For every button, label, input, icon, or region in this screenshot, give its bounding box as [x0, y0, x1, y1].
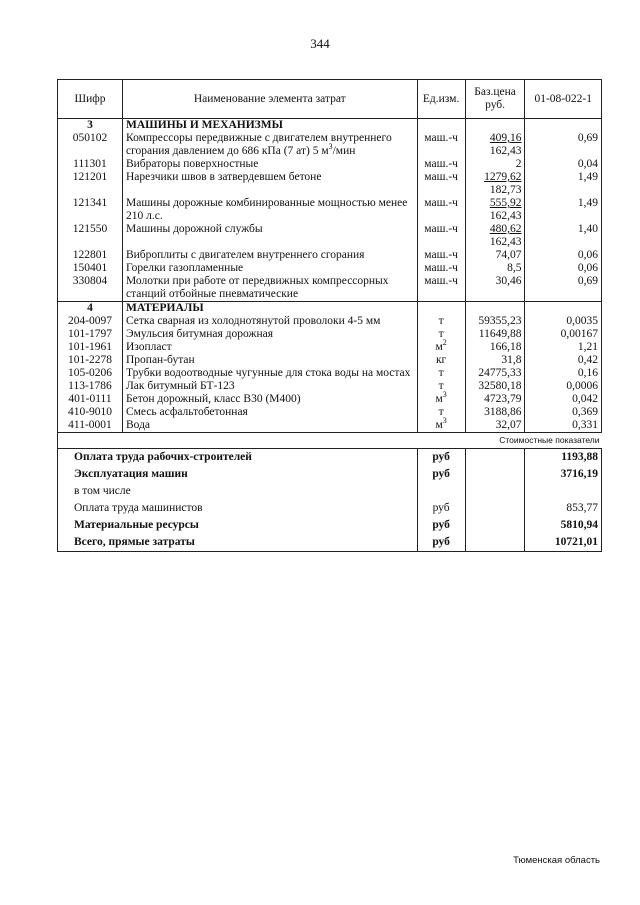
- row-price-value: 32,07: [495, 419, 522, 431]
- row-unit-text: маш.-ч: [424, 249, 458, 261]
- header-norm: 01-08-022-1: [525, 80, 602, 119]
- row-value: 0,69: [525, 132, 602, 158]
- row-name-text: Бетон дорожный, класс В30 (М400): [125, 393, 301, 405]
- header-unit: Ед.изм.: [417, 80, 465, 119]
- row-unit: [417, 380, 465, 393]
- summary-unit: [417, 483, 465, 500]
- cost-indicators-label: Стоимостные показатели: [465, 433, 601, 449]
- row-name: [122, 275, 417, 302]
- row-unit-text: т: [438, 328, 444, 340]
- row-name: [122, 354, 417, 367]
- summary-row: [58, 500, 602, 517]
- row-value: 0,42: [525, 354, 602, 367]
- row-unit-text: маш.-ч: [424, 197, 458, 209]
- row-price-value: 555,92: [489, 197, 522, 209]
- empty-cell: [122, 433, 417, 449]
- summary-label: в том числе: [58, 483, 418, 500]
- row-price-secondary: 162,43: [489, 145, 522, 157]
- table-row: [58, 380, 602, 393]
- row-price-value: 24775,33: [478, 367, 522, 379]
- empty-cell: [465, 302, 525, 316]
- empty-cell: [465, 466, 525, 483]
- empty-cell: [417, 302, 465, 316]
- row-code: 111301: [58, 158, 123, 171]
- table-row: [58, 171, 602, 197]
- summary-label: Материальные ресурсы: [58, 517, 418, 534]
- row-unit-sup: 3: [442, 416, 447, 426]
- row-price-secondary: 162,43: [489, 236, 522, 248]
- row-unit: [417, 367, 465, 380]
- summary-label: Оплата труда машинистов: [58, 500, 418, 517]
- row-unit-text: маш.-ч: [424, 132, 458, 144]
- row-name-text: Молотки при работе от передвижных компрессорных станций отбойные пневматические: [125, 275, 389, 300]
- row-price-value: 480,62: [489, 223, 522, 235]
- row-code: 122801: [58, 249, 123, 262]
- table-row: [58, 354, 602, 367]
- row-price-value: 32580,18: [478, 380, 522, 392]
- row-name: [122, 171, 417, 197]
- cost-indicators-row: [58, 433, 602, 449]
- summary-row: [58, 517, 602, 534]
- row-unit-text: т: [438, 315, 444, 327]
- row-name-text: Эмульсия битумная дорожная: [125, 328, 273, 340]
- row-price: [465, 223, 525, 249]
- row-value: 0,0035: [525, 315, 602, 328]
- row-price-value: 74,07: [495, 249, 522, 261]
- row-unit-text: м: [435, 341, 443, 353]
- summary-value: 10721,01: [525, 534, 602, 552]
- row-price: [465, 315, 525, 328]
- row-code: 204-0097: [58, 315, 123, 328]
- row-unit-text: т: [438, 367, 444, 379]
- row-price: [465, 262, 525, 275]
- row-unit-text: маш.-ч: [424, 223, 458, 235]
- row-unit-text: т: [438, 406, 444, 418]
- header-code: Шифр: [58, 80, 123, 119]
- row-price-value: 11649,88: [478, 328, 522, 340]
- row-name-text: Вибраторы поверхностные: [125, 158, 259, 170]
- row-code: 101-1961: [58, 341, 123, 354]
- row-name-text: Машины дорожные комбинированные мощностью менее 210 л.с.: [125, 197, 408, 222]
- table-row: [58, 393, 602, 406]
- section-header-row: [58, 119, 602, 133]
- row-price-value: 8,5: [507, 262, 522, 274]
- row-code: 113-1786: [58, 380, 123, 393]
- table-row: [58, 419, 602, 433]
- summary-label: Оплата труда рабочих-строителей: [58, 449, 418, 467]
- row-unit-text: м: [435, 393, 443, 405]
- page-number: 344: [310, 36, 330, 51]
- table-row: [58, 315, 602, 328]
- empty-cell: [417, 119, 465, 133]
- row-code: 150401: [58, 262, 123, 275]
- table-row: [58, 328, 602, 341]
- row-price: [465, 367, 525, 380]
- section-title: МАШИНЫ И МЕХАНИЗМЫ: [122, 119, 417, 133]
- summary-unit: руб: [417, 534, 465, 552]
- row-price-value: 30,46: [495, 275, 522, 287]
- row-price-value: 409,16: [489, 132, 522, 144]
- row-value: 1,21: [525, 341, 602, 354]
- row-price: [465, 158, 525, 171]
- row-name: [122, 419, 417, 433]
- row-value: 0,042: [525, 393, 602, 406]
- row-price: [465, 132, 525, 158]
- row-price-secondary: 162,43: [489, 210, 522, 222]
- empty-cell: [525, 302, 602, 316]
- row-price: [465, 249, 525, 262]
- row-unit-text: маш.-ч: [424, 275, 458, 287]
- row-name: [122, 262, 417, 275]
- row-unit: [417, 338, 465, 354]
- row-value: 0,16: [525, 367, 602, 380]
- table-row: [58, 223, 602, 249]
- summary-row: [58, 449, 602, 467]
- row-name: [122, 223, 417, 249]
- row-unit: [417, 197, 465, 223]
- row-price-value: 4723,79: [484, 393, 522, 405]
- section-number: 4: [58, 302, 123, 316]
- row-unit-text: кг: [435, 354, 447, 366]
- row-price-value: 2: [515, 158, 522, 170]
- row-value: 0,69: [525, 275, 602, 302]
- row-name-text: Лак битумный БТ-123: [125, 380, 235, 392]
- row-value: 0,06: [525, 249, 602, 262]
- row-code: 410-9010: [58, 406, 123, 419]
- row-unit-text: маш.-ч: [424, 158, 458, 170]
- row-price: [465, 171, 525, 197]
- row-unit-text: маш.-ч: [424, 171, 458, 183]
- empty-cell: [58, 433, 123, 449]
- empty-cell: [465, 500, 525, 517]
- row-name: [122, 406, 417, 419]
- row-unit: [417, 158, 465, 171]
- row-code: 101-1797: [58, 328, 123, 341]
- row-value: 0,0006: [525, 380, 602, 393]
- row-value: 1,49: [525, 171, 602, 197]
- empty-cell: [465, 517, 525, 534]
- row-name-text: Трубки водоотводные чугунные для стока воды на мостах: [125, 367, 411, 379]
- empty-cell: [465, 449, 525, 467]
- row-price-value: 1279,62: [484, 171, 522, 183]
- summary-unit: руб: [417, 466, 465, 483]
- row-value: 0,369: [525, 406, 602, 419]
- row-unit: [417, 171, 465, 197]
- footer-region: Тюменская область: [513, 855, 600, 866]
- row-unit-text: м: [435, 419, 443, 431]
- row-price: [465, 393, 525, 406]
- row-name-text: Сетка сварная из холоднотянутой проволоки 4-5 мм: [125, 315, 381, 327]
- row-price: [465, 406, 525, 419]
- row-name-text: Смесь асфальтобетонная: [125, 406, 248, 418]
- row-unit-sup: 2: [442, 338, 447, 348]
- table-row: [58, 275, 602, 302]
- row-price-value: 31,8: [501, 354, 522, 366]
- row-name: [122, 158, 417, 171]
- row-code: 050102: [58, 132, 123, 158]
- row-code: 330804: [58, 275, 123, 302]
- row-price: [465, 380, 525, 393]
- row-code: 121201: [58, 171, 123, 197]
- table-header-row: [58, 80, 602, 119]
- row-name-text: Горелки газопламенные: [125, 262, 244, 274]
- summary-value: 1193,88: [525, 449, 602, 467]
- row-name: [122, 367, 417, 380]
- row-price-secondary: 182,73: [489, 184, 522, 196]
- row-price-value: 59355,23: [478, 315, 522, 327]
- row-price: [465, 354, 525, 367]
- table-row: [58, 197, 602, 223]
- row-price: [465, 341, 525, 354]
- summary-value: 3716,19: [525, 466, 602, 483]
- row-name-suffix: /мин: [332, 145, 356, 157]
- row-unit: [417, 275, 465, 302]
- row-price: [465, 275, 525, 302]
- row-value: 0,04: [525, 158, 602, 171]
- row-unit: [417, 406, 465, 419]
- summary-row: [58, 466, 602, 483]
- row-unit: [417, 390, 465, 406]
- table-row: [58, 406, 602, 419]
- row-price-value: 3188,86: [484, 406, 522, 418]
- row-name-text: Пропан-бутан: [125, 354, 195, 366]
- row-value: 1,40: [525, 223, 602, 249]
- row-name-text: Нарезчики швов в затвердевшем бетоне: [125, 171, 322, 183]
- row-name: [122, 328, 417, 341]
- table-row: [58, 132, 602, 158]
- row-unit-text: т: [438, 380, 444, 392]
- row-unit: [417, 223, 465, 249]
- section-number: 3: [58, 119, 123, 133]
- table-row: [58, 367, 602, 380]
- row-name-text: Вода: [125, 419, 151, 431]
- row-name: [122, 197, 417, 223]
- row-price-value: 166,18: [489, 341, 522, 353]
- summary-label: Всего, прямые затраты: [58, 534, 418, 552]
- summary-unit: руб: [417, 500, 465, 517]
- row-name-text: Изопласт: [125, 341, 172, 353]
- summary-value: [525, 483, 602, 500]
- row-price: [465, 419, 525, 433]
- row-unit: [417, 132, 465, 158]
- row-unit: [417, 354, 465, 367]
- summary-unit: руб: [417, 449, 465, 467]
- section-title: МАТЕРИАЛЫ: [122, 302, 417, 316]
- row-price: [465, 328, 525, 341]
- row-code: 401-0111: [58, 393, 123, 406]
- row-unit-text: маш.-ч: [424, 262, 458, 274]
- summary-label: Эксплуатация машин: [58, 466, 418, 483]
- summary-row: [58, 534, 602, 552]
- header-name: Наименование элемента затрат: [122, 80, 417, 119]
- row-code: 105-0206: [58, 367, 123, 380]
- row-name-sup: 3: [328, 142, 333, 152]
- section-header-row: [58, 302, 602, 316]
- row-code: 101-2278: [58, 354, 123, 367]
- row-name: [122, 393, 417, 406]
- summary-row: [58, 483, 602, 500]
- table-row: [58, 158, 602, 171]
- row-value: 0,00167: [525, 328, 602, 341]
- cost-table: [57, 79, 602, 552]
- empty-cell: [525, 119, 602, 133]
- row-code: 411-0001: [58, 419, 123, 433]
- row-code: 121550: [58, 223, 123, 249]
- row-unit: [417, 416, 465, 433]
- row-name-text: Виброплиты с двигателем внутреннего сгорания: [125, 249, 365, 261]
- row-unit: [417, 315, 465, 328]
- row-value: 1,49: [525, 197, 602, 223]
- row-name-text: Компрессоры передвижные с двигателем внутреннего сгорания давлением до 686 кПа (7 ат) 5 м: [125, 132, 392, 157]
- row-value: 0,331: [525, 419, 602, 433]
- table-body: [58, 119, 602, 552]
- row-name: [122, 249, 417, 262]
- row-value: 0,06: [525, 262, 602, 275]
- empty-cell: [465, 534, 525, 552]
- row-name: [122, 341, 417, 354]
- row-unit: [417, 249, 465, 262]
- empty-cell: [465, 119, 525, 133]
- empty-cell: [417, 433, 465, 449]
- header-price: Баз.цена руб.: [465, 80, 525, 119]
- row-name: [122, 315, 417, 328]
- table-row: [58, 249, 602, 262]
- summary-unit: руб: [417, 517, 465, 534]
- row-unit-sup: 3: [442, 390, 447, 400]
- row-name: [122, 132, 417, 158]
- summary-value: 853,77: [525, 500, 602, 517]
- empty-cell: [465, 483, 525, 500]
- row-unit: [417, 328, 465, 341]
- table-row: [58, 262, 602, 275]
- summary-value: 5810,94: [525, 517, 602, 534]
- table-row: [58, 341, 602, 354]
- row-name-text: Машины дорожной службы: [125, 223, 263, 235]
- row-price: [465, 197, 525, 223]
- row-unit: [417, 262, 465, 275]
- row-code: 121341: [58, 197, 123, 223]
- row-name: [122, 380, 417, 393]
